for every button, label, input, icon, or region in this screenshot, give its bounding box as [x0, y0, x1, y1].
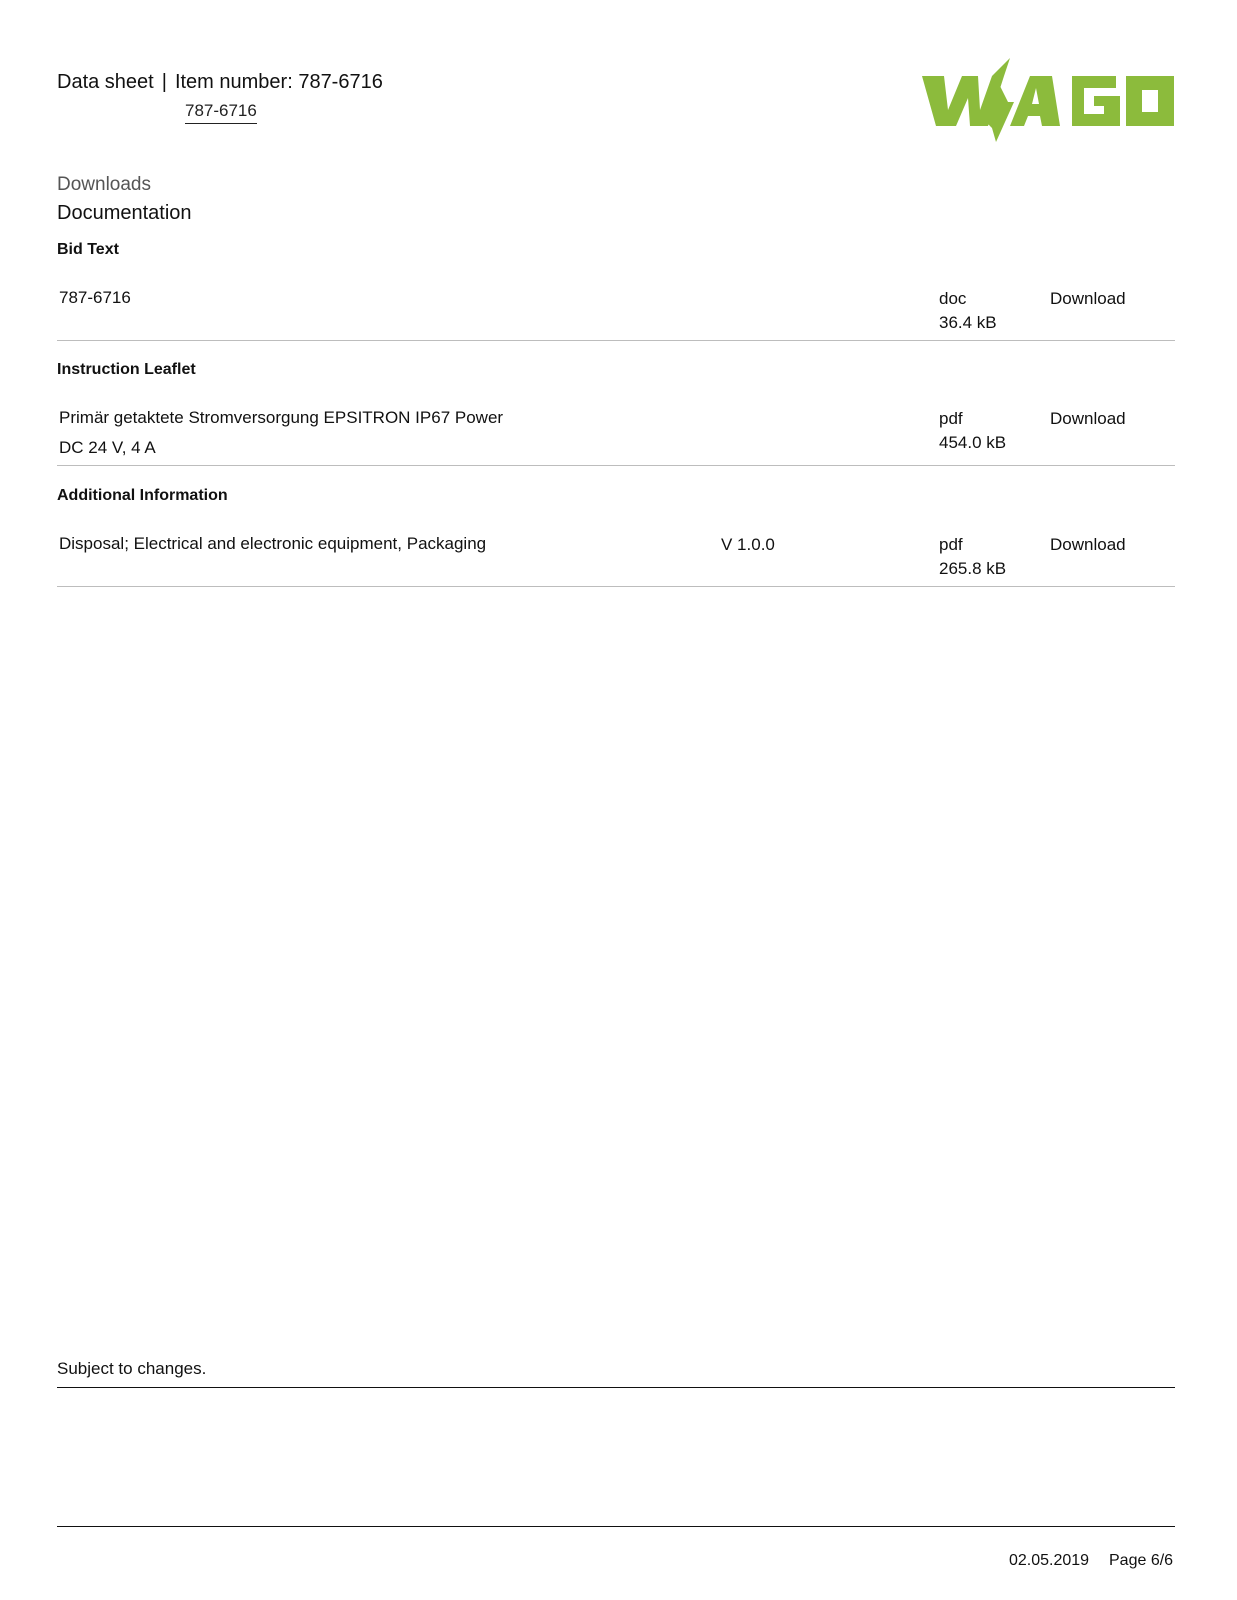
leaflet-download-link[interactable]: Download [1050, 409, 1126, 428]
leaflet-name-line1: Primär getaktete Stromversorgung EPSITRON IP67 Power [59, 408, 504, 427]
bid-text-format: doc [939, 289, 967, 308]
title-separator: | [161, 71, 167, 93]
section-title-instruction-leaflet: Instruction Leaflet [57, 361, 196, 378]
additional-info-download-link[interactable]: Download [1050, 535, 1126, 554]
footer-divider-top [57, 1387, 1175, 1388]
section-title-bid-text: Bid Text [57, 241, 119, 258]
doc-type: Data sheet [57, 71, 154, 93]
footer-date: 02.05.2019 [1009, 1552, 1090, 1569]
row-divider [57, 340, 1175, 341]
subject-to-changes-note: Subject to changes. [57, 1359, 207, 1378]
row-divider [57, 586, 1175, 587]
additional-info-format: pdf [939, 535, 963, 554]
item-number-label: Item number: 787-6716 [174, 71, 383, 93]
additional-info-name: Disposal; Electrical and electronic equipment, Packaging [59, 534, 487, 553]
page-number: Page 6/6 [1109, 1552, 1174, 1569]
item-number-link[interactable]: 787-6716 [185, 101, 257, 124]
leaflet-size: 454.0 kB [939, 433, 1007, 452]
bid-text-size: 36.4 kB [939, 313, 997, 332]
bid-text-download-link[interactable]: Download [1050, 289, 1126, 308]
bid-text-name: 787-6716 [59, 288, 131, 307]
leaflet-name-line2: DC 24 V, 4 A [59, 438, 156, 457]
additional-info-version: V 1.0.0 [721, 535, 775, 554]
row-divider [57, 465, 1175, 466]
leaflet-format: pdf [939, 409, 963, 428]
section-title-additional-information: Additional Information [57, 487, 228, 504]
wago-logo [922, 58, 1174, 142]
downloads-heading: Downloads [57, 174, 151, 195]
footer-divider-bottom [57, 1526, 1175, 1527]
additional-info-size: 265.8 kB [939, 559, 1007, 578]
page-title [57, 71, 383, 94]
documentation-heading: Documentation [57, 202, 192, 224]
